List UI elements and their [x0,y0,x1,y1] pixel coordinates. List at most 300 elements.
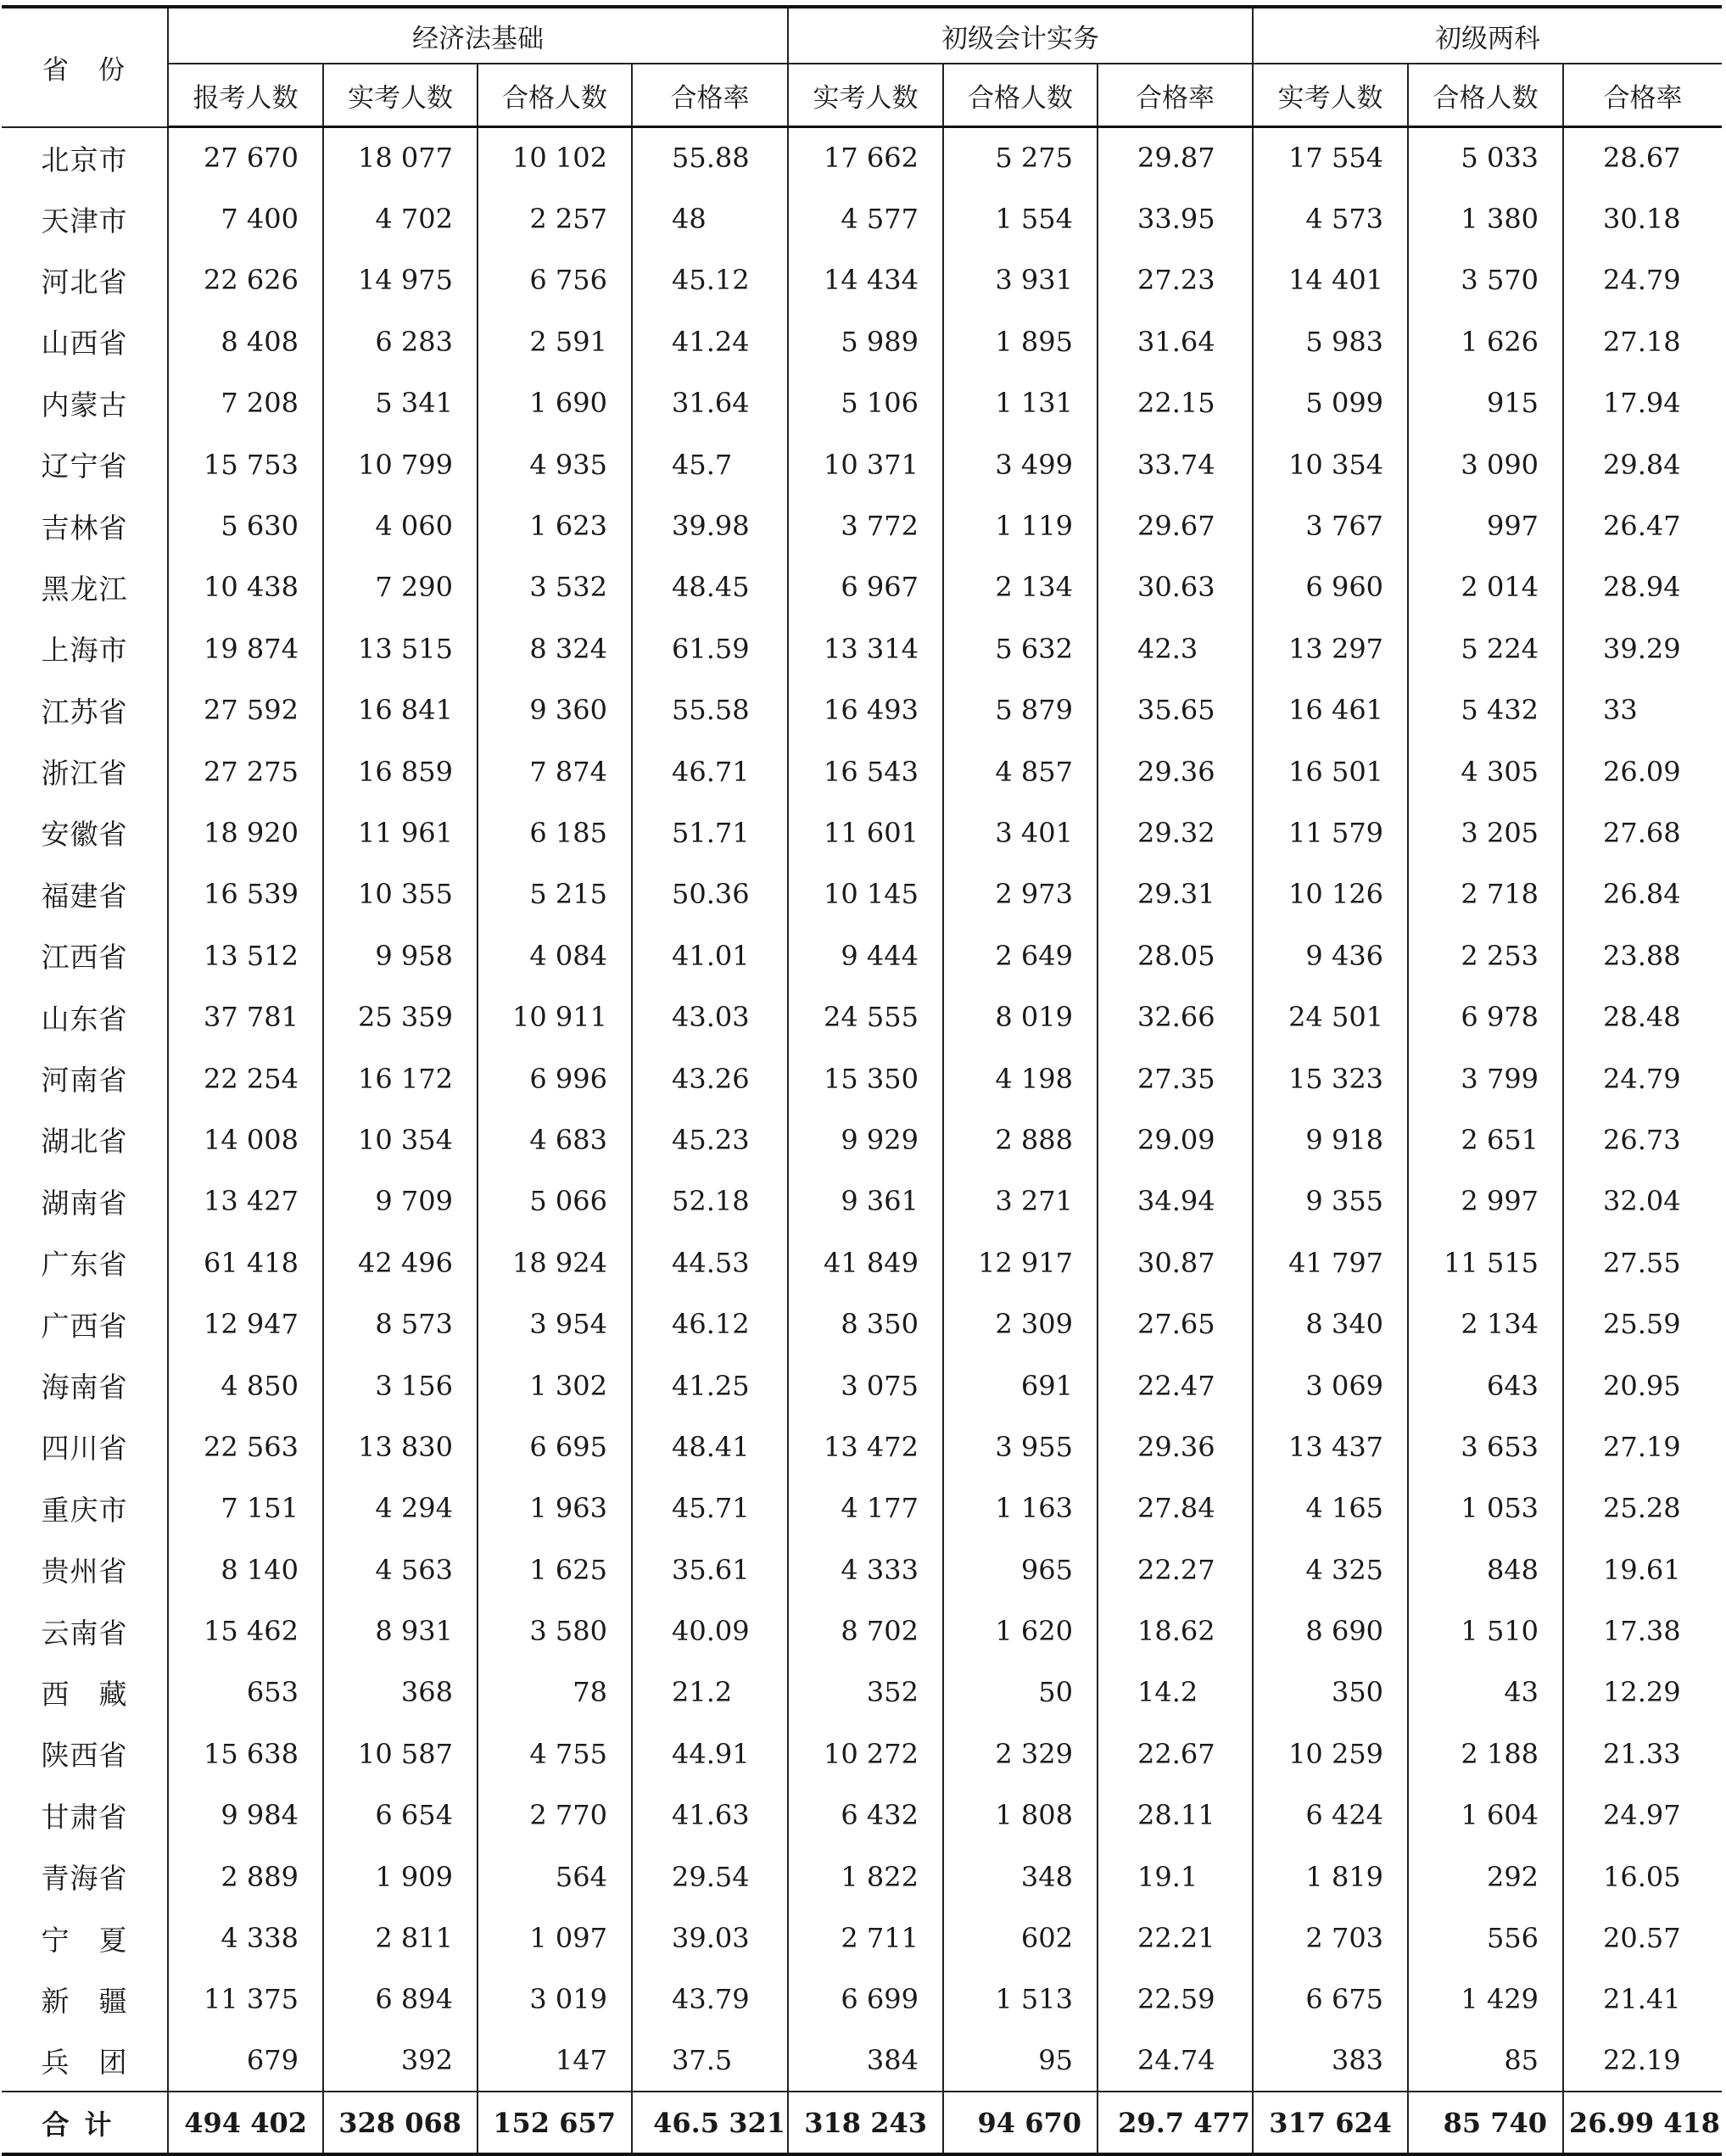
count-cell: 1 822 [788,1846,943,1907]
count-cell: 1 119 [943,495,1098,556]
count-cell: 5 099 [1253,372,1408,433]
pass-rate-cell: 24.74 [1098,2030,1253,2092]
pass-rate-cell: 61.59 [632,618,788,679]
count-cell: 11 579 [1253,802,1408,863]
count-cell: 2 253 [1408,925,1563,986]
pass-rate-cell: 45.71 [632,1477,788,1539]
table-row [2,1662,1722,1723]
pass-rate-cell: 25.59 [1563,1293,1722,1354]
count-cell: 15 462 [168,1600,323,1662]
count-cell: 13 437 [1253,1416,1408,1477]
pass-rate-cell: 37.5 [632,2030,788,2092]
count-cell: 8 324 [478,618,632,679]
count-cell: 18 077 [323,127,478,188]
count-cell: 5 983 [1253,311,1408,372]
count-cell: 8 408 [168,311,323,372]
count-cell: 5 224 [1408,618,1563,679]
pass-rate-cell: 28.11 [1098,1785,1253,1846]
count-cell: 27 275 [168,740,323,802]
count-cell: 10 799 [323,433,478,494]
count-cell: 1 429 [1408,1969,1563,2030]
pass-rate-cell: 30.18 [1563,188,1722,249]
pass-rate-cell: 48.41 [632,1416,788,1477]
count-cell: 4 165 [1253,1477,1408,1539]
table-row [2,2030,1722,2092]
pass-rate-cell: 29.36 [1098,740,1253,802]
count-cell: 6 675 [1253,1969,1408,2030]
count-cell: 3 156 [323,1354,478,1416]
count-cell: 4 755 [478,1723,632,1785]
count-cell: 10 371 [788,433,943,494]
count-cell: 2 134 [943,556,1098,617]
province-name: 甘肃省 [41,1800,128,1834]
pass-rate-cell: 28.94 [1563,556,1722,617]
table-row [2,1170,1722,1232]
count-cell: 4 935 [478,433,632,494]
count-cell: 679 [168,2030,323,2092]
count-cell: 5 215 [478,863,632,924]
pass-rate-cell: 32.66 [1098,986,1253,1047]
count-cell: 2 973 [943,863,1098,924]
count-cell: 4 084 [478,925,632,986]
count-cell: 643 [1408,1354,1563,1416]
count-cell: 15 753 [168,433,323,494]
province-name: 广东省 [41,1248,128,1282]
pass-rate-cell: 27.55 [1563,1232,1722,1293]
count-cell: 41 797 [1253,1232,1408,1293]
pass-rate-cell: 32.04 [1563,1170,1722,1232]
pass-rate-cell: 26.84 [1563,863,1722,924]
pass-rate-cell: 55.58 [632,679,788,740]
pass-rate-cell: 18.62 [1098,1600,1253,1662]
pass-rate-cell: 39.29 [1563,618,1722,679]
pass-rate-cell: 31.64 [1098,311,1253,372]
province-name: 宁 夏 [41,1923,128,1957]
pass-rate-cell: 22.15 [1098,372,1253,433]
table-total [2,2092,1722,2154]
table-row [2,802,1722,863]
pass-rate-cell: 24.97 [1563,1785,1722,1846]
province-name: 河南省 [41,1064,128,1098]
count-cell: 5 632 [943,618,1098,679]
count-cell: 2 889 [168,1846,323,1907]
pass-rate-cell: 46.71 [632,740,788,802]
count-cell: 10 259 [1253,1723,1408,1785]
total-cell: 494 402 [168,2092,323,2154]
count-cell: 848 [1408,1539,1563,1600]
pass-rate-cell: 44.91 [632,1723,788,1785]
pass-rate-cell: 25.28 [1563,1477,1722,1539]
count-cell: 9 444 [788,925,943,986]
province-name: 西 藏 [41,1677,128,1711]
province-name: 广西省 [41,1309,128,1343]
table-row [2,433,1722,494]
pass-rate-cell: 30.87 [1098,1232,1253,1293]
total-cell: 85 740 [1408,2092,1563,2154]
count-cell: 3 090 [1408,433,1563,494]
count-cell: 2 718 [1408,863,1563,924]
count-cell: 556 [1408,1907,1563,1969]
pass-rate-cell: 34.94 [1098,1170,1253,1232]
total-cell: 318 243 [788,2092,943,2154]
count-cell: 17 662 [788,127,943,188]
table-row [2,1416,1722,1477]
count-cell: 2 329 [943,1723,1098,1785]
count-cell: 653 [168,1662,323,1723]
count-cell: 2 703 [1253,1907,1408,1969]
count-cell: 14 008 [168,1109,323,1170]
count-cell: 2 888 [943,1109,1098,1170]
count-cell: 6 978 [1408,986,1563,1047]
province-name: 海南省 [41,1371,128,1404]
pass-rate-cell: 43.79 [632,1969,788,2030]
count-cell: 24 501 [1253,986,1408,1047]
province-name: 安徽省 [41,818,128,852]
count-cell: 6 185 [478,802,632,863]
count-cell: 9 360 [478,679,632,740]
table-row [2,188,1722,249]
count-cell: 602 [943,1907,1098,1969]
count-cell: 292 [1408,1846,1563,1907]
count-cell: 2 811 [323,1907,478,1969]
table-body [2,127,1722,2092]
subheader-examined: 实考人数 [323,64,478,127]
pass-rate-cell: 46.12 [632,1293,788,1354]
count-cell: 1 808 [943,1785,1098,1846]
count-cell: 5 432 [1408,679,1563,740]
count-cell: 965 [943,1539,1098,1600]
count-cell: 1 554 [943,188,1098,249]
pass-rate-cell: 42.3 [1098,618,1253,679]
count-cell: 2 591 [478,311,632,372]
pass-rate-cell: 52.18 [632,1170,788,1232]
pass-rate-cell: 19.61 [1563,1539,1722,1600]
pass-rate-cell: 26.09 [1563,740,1722,802]
count-cell: 16 859 [323,740,478,802]
pass-rate-cell: 39.03 [632,1907,788,1969]
count-cell: 9 355 [1253,1170,1408,1232]
pass-rate-cell: 33.74 [1098,433,1253,494]
count-cell: 10 102 [478,127,632,188]
count-cell: 1 380 [1408,188,1563,249]
count-cell: 5 033 [1408,127,1563,188]
count-cell: 14 401 [1253,249,1408,310]
pass-rate-cell: 41.25 [632,1354,788,1416]
pass-rate-cell: 55.88 [632,127,788,188]
province-name: 上海市 [41,634,128,667]
count-cell: 13 297 [1253,618,1408,679]
count-cell: 6 424 [1253,1785,1408,1846]
count-cell: 6 432 [788,1785,943,1846]
table-row [2,740,1722,802]
count-cell: 6 894 [323,1969,478,2030]
pass-rate-cell: 28.67 [1563,127,1722,188]
count-cell: 2 014 [1408,556,1563,617]
pass-rate-cell: 22.27 [1098,1539,1253,1600]
count-cell: 8 019 [943,986,1098,1047]
count-cell: 5 106 [788,372,943,433]
count-cell: 4 573 [1253,188,1408,249]
pass-rate-cell: 41.63 [632,1785,788,1846]
count-cell: 9 929 [788,1109,943,1170]
pass-rate-cell: 22.67 [1098,1723,1253,1785]
count-cell: 3 401 [943,802,1098,863]
count-cell: 1 163 [943,1477,1098,1539]
count-cell: 4 577 [788,188,943,249]
table-row [2,495,1722,556]
province-name: 四川省 [41,1432,128,1466]
province-name: 河北省 [41,265,128,299]
count-cell: 4 857 [943,740,1098,802]
pass-rate-cell: 28.48 [1563,986,1722,1047]
count-cell: 3 532 [478,556,632,617]
total-cell: 317 624 [1253,2092,1408,2154]
province-name: 北京市 [41,142,128,176]
pass-rate-cell: 40.09 [632,1600,788,1662]
subheader-examined: 实考人数 [1253,64,1408,127]
pass-rate-cell: 41.24 [632,311,788,372]
province-name: 贵州省 [41,1555,128,1589]
count-cell: 6 996 [478,1047,632,1109]
province-name: 兵 团 [41,2045,128,2079]
count-cell: 1 053 [1408,1477,1563,1539]
count-cell: 352 [788,1662,943,1723]
table-row [2,863,1722,924]
count-cell: 3 653 [1408,1416,1563,1477]
count-cell: 95 [943,2030,1098,2092]
table-row [2,1477,1722,1539]
province-name: 吉林省 [41,511,128,545]
pass-rate-cell: 17.38 [1563,1600,1722,1662]
count-cell: 24 555 [788,986,943,1047]
count-cell: 19 874 [168,618,323,679]
count-cell: 1 131 [943,372,1098,433]
pass-rate-cell: 22.19 [1563,2030,1722,2092]
total-cell: 94 670 [943,2092,1098,2154]
count-cell: 8 340 [1253,1293,1408,1354]
pass-rate-cell: 22.47 [1098,1354,1253,1416]
total-label: 合计 [2,2092,168,2154]
pass-rate-cell: 30.63 [1098,556,1253,617]
province-name: 辽宁省 [41,450,128,483]
pass-rate-cell: 24.79 [1563,249,1722,310]
pass-rate-cell: 17.94 [1563,372,1722,433]
pass-rate-cell: 14.2 [1098,1662,1253,1723]
province-name: 福建省 [41,879,128,913]
count-cell: 8 702 [788,1600,943,1662]
count-cell: 16 539 [168,863,323,924]
count-cell: 997 [1408,495,1563,556]
table-row [2,249,1722,310]
count-cell: 3 772 [788,495,943,556]
count-cell: 1 626 [1408,311,1563,372]
count-cell: 6 960 [1253,556,1408,617]
count-cell: 3 019 [478,1969,632,2030]
province-name: 湖北省 [41,1125,128,1159]
province-name: 江西省 [41,941,128,975]
table-row [2,127,1722,188]
count-cell: 915 [1408,372,1563,433]
pass-rate-cell: 22.21 [1098,1907,1253,1969]
pass-rate-cell: 27.84 [1098,1477,1253,1539]
count-cell: 1 819 [1253,1846,1408,1907]
province-name: 陕西省 [41,1739,128,1773]
pass-rate-cell: 21.33 [1563,1723,1722,1785]
count-cell: 9 958 [323,925,478,986]
count-cell: 3 954 [478,1293,632,1354]
count-cell: 17 554 [1253,127,1408,188]
pass-rate-cell: 50.36 [632,863,788,924]
total-row [2,2092,1722,2154]
pass-rate-cell: 19.1 [1098,1846,1253,1907]
pass-rate-cell: 21.41 [1563,1969,1722,2030]
count-cell: 78 [478,1662,632,1723]
province-name: 湖南省 [41,1186,128,1220]
count-cell: 3 580 [478,1600,632,1662]
province-name: 天津市 [41,204,128,237]
province-name: 新 疆 [41,1984,128,2018]
pass-rate-cell: 27.35 [1098,1047,1253,1109]
count-cell: 1 620 [943,1600,1098,1662]
pass-rate-cell: 45.7 [632,433,788,494]
count-cell: 2 309 [943,1293,1098,1354]
count-cell: 43 [1408,1662,1563,1723]
count-cell: 13 472 [788,1416,943,1477]
table-row [2,1969,1722,2030]
count-cell: 5 066 [478,1170,632,1232]
count-cell: 11 515 [1408,1232,1563,1293]
count-cell: 13 515 [323,618,478,679]
count-cell: 350 [1253,1662,1408,1723]
count-cell: 4 333 [788,1539,943,1600]
count-cell: 8 140 [168,1539,323,1600]
count-cell: 2 711 [788,1907,943,1969]
pass-rate-cell: 29.09 [1098,1109,1253,1170]
province-name: 重庆市 [41,1493,128,1527]
count-cell: 5 630 [168,495,323,556]
count-cell: 7 151 [168,1477,323,1539]
count-cell: 16 841 [323,679,478,740]
count-cell: 8 573 [323,1293,478,1354]
count-cell: 1 625 [478,1539,632,1600]
count-cell: 15 350 [788,1047,943,1109]
count-cell: 392 [323,2030,478,2092]
count-cell: 11 601 [788,802,943,863]
table-row [2,679,1722,740]
count-cell: 348 [943,1846,1098,1907]
count-cell: 3 075 [788,1354,943,1416]
count-cell: 9 918 [1253,1109,1408,1170]
count-cell: 9 361 [788,1170,943,1232]
count-cell: 4 563 [323,1539,478,1600]
count-cell: 6 756 [478,249,632,310]
table-row [2,1723,1722,1785]
count-cell: 7 874 [478,740,632,802]
subheader-passed: 合格人数 [1408,64,1563,127]
count-cell: 10 126 [1253,863,1408,924]
table-row [2,1047,1722,1109]
subheader-passed: 合格人数 [943,64,1098,127]
pass-rate-cell: 20.95 [1563,1354,1722,1416]
count-cell: 10 354 [323,1109,478,1170]
count-cell: 691 [943,1354,1098,1416]
count-cell: 25 359 [323,986,478,1047]
table-row [2,618,1722,679]
count-cell: 4 702 [323,188,478,249]
count-cell: 1 604 [1408,1785,1563,1846]
count-cell: 383 [1253,2030,1408,2092]
count-cell: 6 654 [323,1785,478,1846]
count-cell: 27 592 [168,679,323,740]
pass-rate-cell: 26.73 [1563,1109,1722,1170]
total-cell: 29.7 477 [1098,2092,1253,2154]
count-cell: 1 513 [943,1969,1098,2030]
count-cell: 5 275 [943,127,1098,188]
pass-rate-cell: 45.23 [632,1109,788,1170]
count-cell: 1 895 [943,311,1098,372]
count-cell: 2 257 [478,188,632,249]
pass-rate-cell: 48.45 [632,556,788,617]
count-cell: 10 354 [1253,433,1408,494]
count-cell: 14 975 [323,249,478,310]
count-cell: 37 781 [168,986,323,1047]
pass-rate-cell: 20.57 [1563,1907,1722,1969]
count-cell: 4 305 [1408,740,1563,802]
count-cell: 2 134 [1408,1293,1563,1354]
count-cell: 3 069 [1253,1354,1408,1416]
count-cell: 3 767 [1253,495,1408,556]
pass-rate-cell: 35.65 [1098,679,1253,740]
subheader-pass-rate: 合格率 [1098,64,1253,127]
pass-rate-cell: 43.03 [632,986,788,1047]
province-name: 山东省 [41,1002,128,1036]
count-cell: 3 205 [1408,802,1563,863]
count-cell: 14 434 [788,249,943,310]
count-cell: 5 989 [788,311,943,372]
count-cell: 61 418 [168,1232,323,1293]
count-cell: 12 947 [168,1293,323,1354]
count-cell: 10 145 [788,863,943,924]
count-cell: 147 [478,2030,632,2092]
count-cell: 4 294 [323,1477,478,1539]
pass-rate-cell: 44.53 [632,1232,788,1293]
subheader-pass-rate: 合格率 [632,64,788,127]
count-cell: 7 208 [168,372,323,433]
table-row [2,1293,1722,1354]
count-cell: 10 438 [168,556,323,617]
total-cell: 328 068 [323,2092,478,2154]
pass-rate-cell: 29.87 [1098,127,1253,188]
total-cell: 46.5 321 [632,2092,788,2154]
count-cell: 9 984 [168,1785,323,1846]
count-cell: 2 649 [943,925,1098,986]
count-cell: 1 690 [478,372,632,433]
table-row [2,1846,1722,1907]
count-cell: 10 587 [323,1723,478,1785]
pass-rate-cell: 29.67 [1098,495,1253,556]
pass-rate-cell: 39.98 [632,495,788,556]
count-cell: 1 909 [323,1846,478,1907]
pass-rate-cell: 27.65 [1098,1293,1253,1354]
count-cell: 4 683 [478,1109,632,1170]
pass-rate-cell: 29.84 [1563,433,1722,494]
pass-rate-cell: 29.32 [1098,802,1253,863]
count-cell: 1 302 [478,1354,632,1416]
count-cell: 8 931 [323,1600,478,1662]
pass-rate-cell: 43.26 [632,1047,788,1109]
table-header [2,7,1722,127]
subheader-examined: 实考人数 [788,64,943,127]
